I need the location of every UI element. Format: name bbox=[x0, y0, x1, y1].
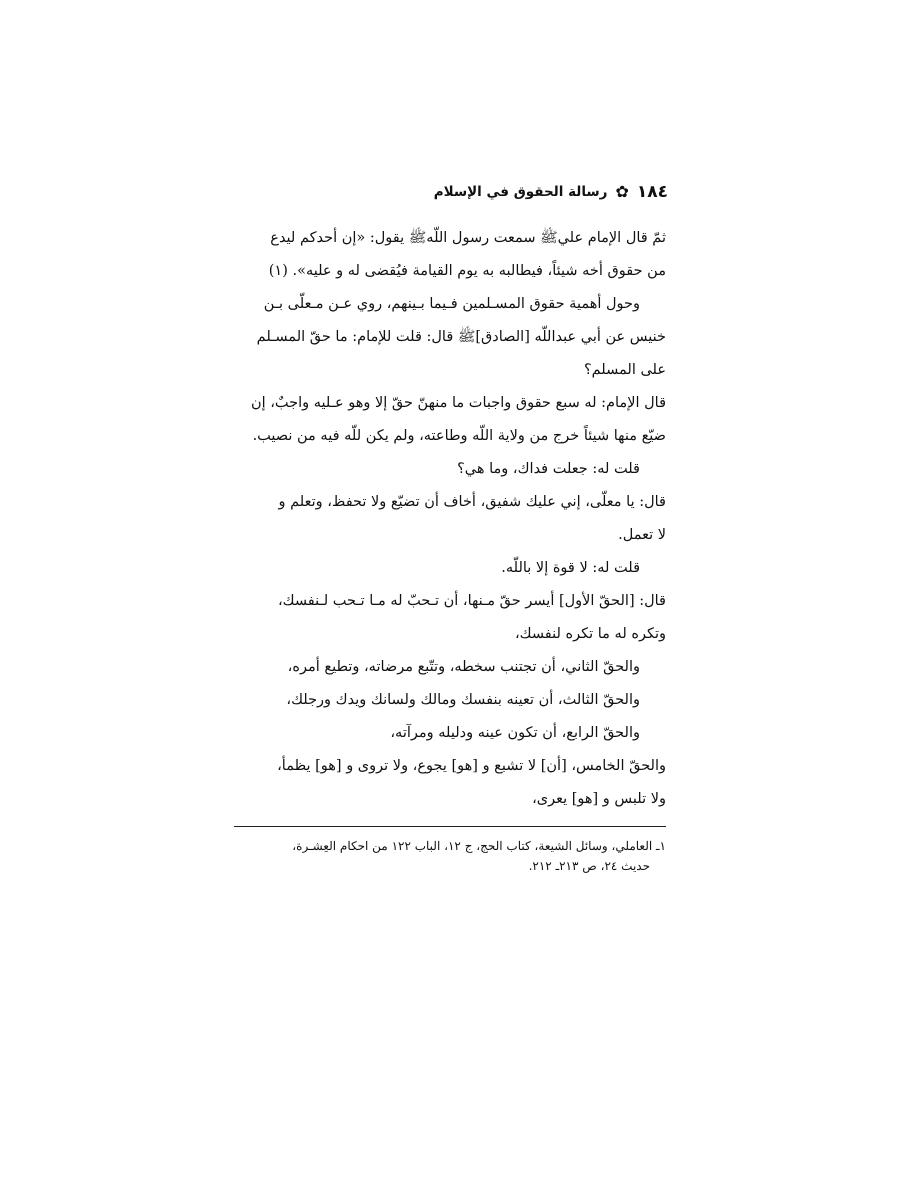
running-head bbox=[434, 182, 668, 202]
body-line: ثمّ قال الإمام عليﷺ سمعت رسول اللّهﷺ يقول: «إن أحدكم ليدع bbox=[270, 230, 666, 246]
body-text bbox=[234, 222, 666, 816]
body-line: قلت له: جعلت فداك، وما هي؟ bbox=[457, 461, 640, 477]
body-line: ولا تلبس و [هو] يعرى، bbox=[532, 791, 666, 807]
body-line: وتكره له ما تكره لنفسك، bbox=[514, 626, 666, 642]
book-title: رسالة الحقوق في الإسلام bbox=[433, 184, 608, 200]
page-number: ١٨٤ bbox=[636, 182, 668, 202]
body-line: لا تعمل. bbox=[618, 527, 666, 543]
body-line: قال الإمام: له سبع حقوق واجبات ما منهنّ حقّ إلا وهو عـليه واجبٌ، إن bbox=[250, 395, 666, 411]
body-line: خنيس عن أبي عبداللّه [الصادق]ﷺ قال: قلت للإمام: ما حقّ المسـلم bbox=[256, 329, 666, 345]
body-line: وحول أهمية حقوق المسـلمين فـيما بـينهم، روي عـن مـعلّى بـن bbox=[263, 296, 640, 312]
footnote-line: حديث ٢٤، ص ٢١٣ـ ٢١٢. bbox=[528, 859, 650, 873]
body-line: والحقّ الثاني، أن تجتنب سخطه، وتتّبع مرضاته، وتطيع أمره، bbox=[287, 659, 640, 675]
body-line: قال: يا معلّى، إني عليك شفيق، أخاف أن تضيّع ولا تحفظ، وتعلم و bbox=[278, 494, 666, 510]
body-line: والحقّ الخامس، [أن] لا تشبع و [هو] يجوع، ولا تروى و [هو] يظمأ، bbox=[277, 758, 666, 774]
body-line: والحقّ الثالث، أن تعينه بنفسك ومالك ولسانك ويدك ورجلك، bbox=[286, 692, 640, 708]
footnote-divider bbox=[234, 826, 666, 827]
footnote-line: ١ـ العاملي، وسائل الشيعة، كتاب الحج، ج ١٢، الباب ١٢٢ من احكام العِشـرة، bbox=[292, 839, 666, 853]
footnote bbox=[234, 836, 666, 876]
body-line: قال: [الحقّ الأول] أيسر حقّ مـنها، أن تـحبّ له مـا تـحب لـنفسك، bbox=[277, 593, 666, 609]
body-line: على المسلم؟ bbox=[583, 362, 666, 378]
body-line: ضيّع منها شيئاً خرج من ولاية اللّه وطاعته، ولم يكن للّه فيه من نصيب. bbox=[252, 428, 666, 444]
flower-ornament-icon: ✿ bbox=[615, 182, 629, 201]
body-line: والحقّ الرابع، أن تكون عينه ودليله ومرآته، bbox=[390, 725, 640, 741]
body-line: قلت له: لا قوة إلا باللّه. bbox=[501, 560, 640, 576]
body-line: من حقوق أخه شيئاً، فيطالبه به يوم القيامة فيُقضى له و عليه». (١) bbox=[268, 263, 666, 279]
